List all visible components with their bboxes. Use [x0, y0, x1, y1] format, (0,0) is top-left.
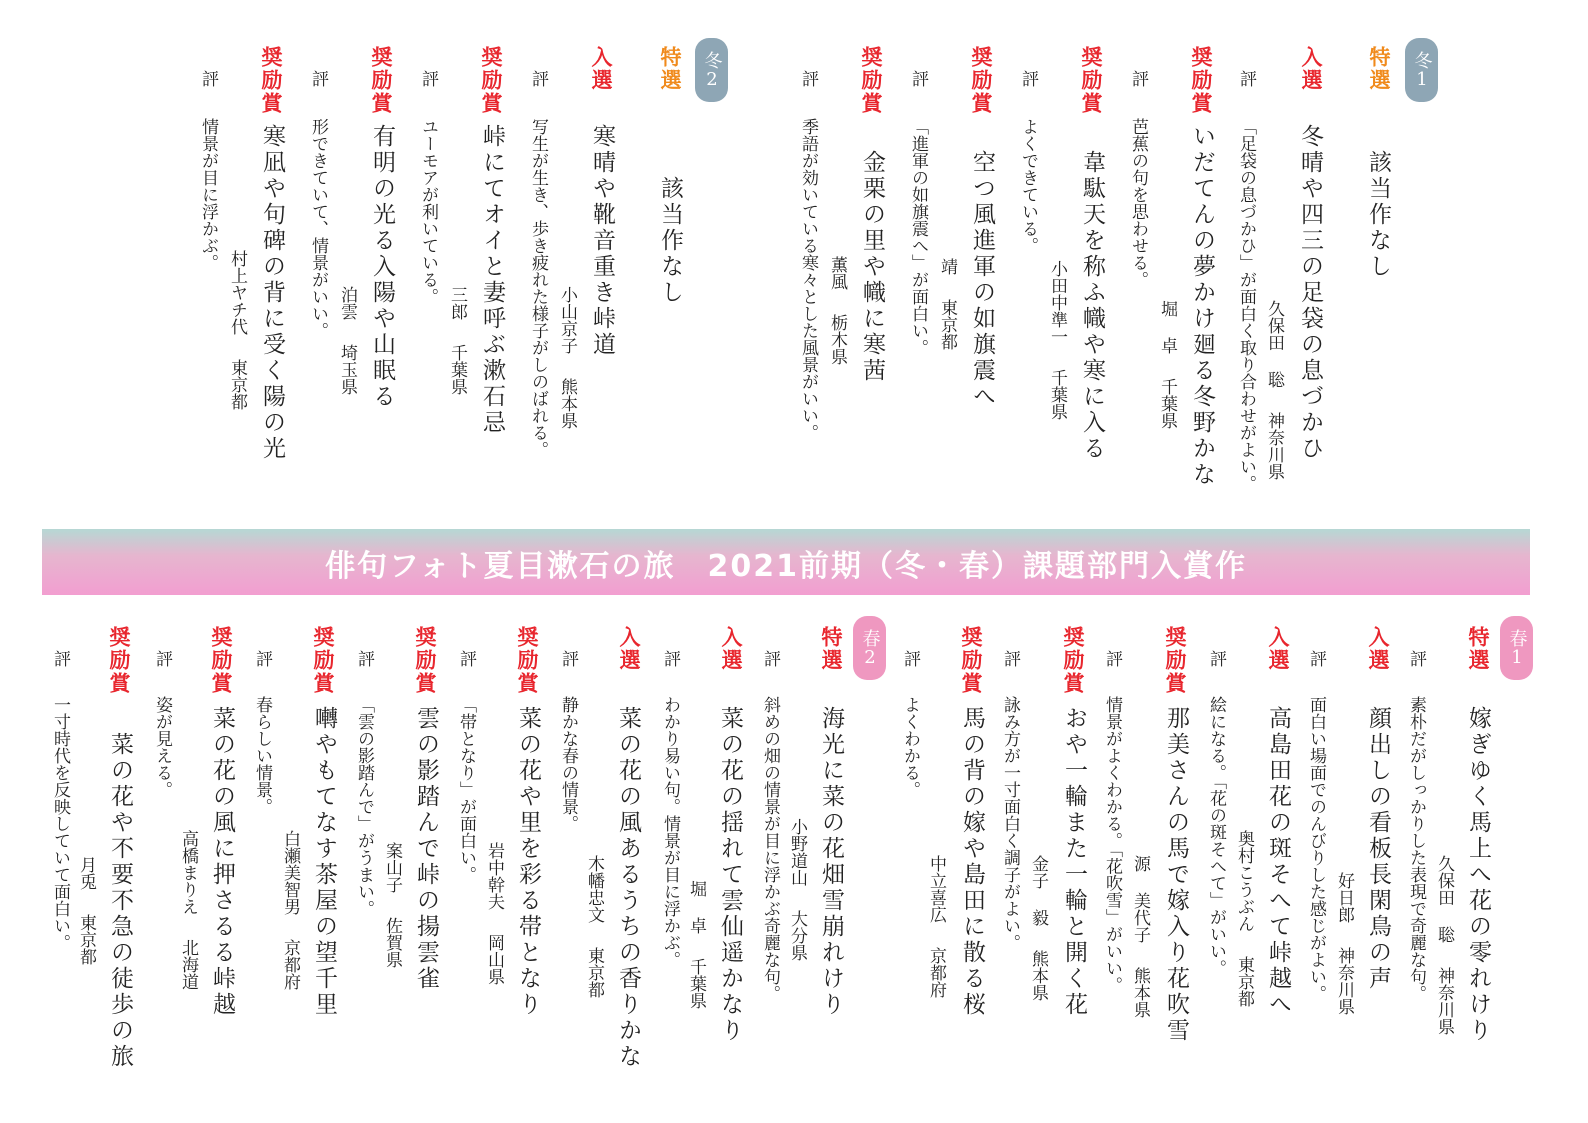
author-pref: 大分県 — [787, 910, 807, 961]
author — [1262, 300, 1287, 480]
comment: 情景が目に浮かぶ。 — [198, 118, 218, 271]
author — [1332, 872, 1357, 1015]
author-name: 薫風 — [827, 256, 847, 290]
label-shorei: 奨励賞 — [859, 46, 883, 115]
author — [684, 880, 709, 1009]
author — [1026, 855, 1051, 1001]
author-pref: 栃木県 — [827, 314, 847, 365]
comment: 「帯となり」が面白い。 — [456, 696, 476, 883]
hyo-mark: 評 — [1102, 650, 1122, 667]
comment: 春らしい情景。 — [252, 696, 272, 815]
author-pref: 千葉県 — [447, 344, 467, 395]
label-shorei: 奨励賞 — [259, 46, 283, 115]
label-shorei: 奨励賞 — [1163, 626, 1187, 695]
label-nyusen: 入選 — [1366, 626, 1390, 672]
haiku: 雲の影踏んで峠の揚雲雀 — [413, 706, 439, 992]
hyo-mark: 評 — [900, 650, 920, 667]
author-name: 堀 卓 — [1157, 300, 1177, 354]
hyo-mark: 評 — [1000, 650, 1020, 667]
label-shorei: 奨励賞 — [515, 626, 539, 695]
comment: 詠み方が一寸面白く調子がよい。 — [1000, 696, 1020, 951]
label-nyusen: 入選 — [589, 46, 613, 92]
author-name: 中立喜広 — [926, 855, 946, 923]
author — [482, 842, 507, 985]
season-badge-winter2: 冬2 — [695, 38, 728, 102]
comment: 情景がよくわかる。「花吹雪」がいい。 — [1102, 696, 1122, 994]
comment: 写生が生き、歩き疲れた様子がしのばれる。 — [528, 118, 548, 458]
author-pref: 熊本県 — [1028, 950, 1048, 1001]
haiku: 寒凪や句碑の背に受く陽の光 — [259, 124, 285, 462]
author — [935, 258, 960, 350]
hyo-mark: 評 — [152, 650, 172, 667]
hyo-mark: 評 — [760, 650, 780, 667]
author — [924, 855, 949, 998]
comment: 「足袋の息づかひ」が面白く取り合わせがよい。 — [1236, 118, 1256, 492]
hyo-mark: 評 — [558, 650, 578, 667]
title-banner — [42, 529, 1530, 595]
haiku: 韋駄天を称ふ幟や寒に入る — [1079, 150, 1105, 462]
haiku: おや一輪また一輪と開く花 — [1061, 706, 1087, 1018]
comment: 「進軍の如旗震へ」が面白い。 — [908, 118, 928, 356]
author-name: 高橋まりえ — [178, 830, 198, 915]
author-name: 泊雲 — [337, 286, 357, 320]
author — [582, 855, 607, 998]
haiku: 峠にてオイと妻呼ぶ漱石忌 — [479, 124, 505, 436]
author-name: 三郎 — [447, 286, 467, 320]
hyo-mark: 評 — [418, 70, 438, 87]
author-name: 奥村こうぶん — [1234, 830, 1254, 932]
haiku: 馬の背の嫁や島田に散る桜 — [959, 706, 985, 1018]
comment: わかり易い句。情景が目に浮かぶ。 — [660, 696, 680, 968]
hyo-mark: 評 — [1206, 650, 1226, 667]
author — [176, 830, 201, 990]
comment: 斜めの畑の情景が目に浮かぶ奇麗な句。 — [760, 696, 780, 1002]
label-nyusen: 入選 — [1299, 46, 1323, 92]
label-nyusen: 入選 — [617, 626, 641, 672]
author-name: 久保田 聡 — [1264, 300, 1284, 388]
author-pref: 千葉県 — [1047, 369, 1067, 420]
haiku: 寒晴や靴音重き峠道 — [589, 124, 615, 358]
author — [278, 830, 303, 990]
author — [555, 286, 580, 429]
author — [825, 256, 850, 365]
author-pref: 熊本県 — [1130, 967, 1150, 1018]
comment: よくできている。 — [1018, 118, 1038, 254]
author-name: 小田中準一 — [1047, 260, 1067, 345]
hyo-mark: 評 — [798, 70, 818, 87]
haiku: 顔出しの看板長閑鳥の声 — [1365, 706, 1391, 992]
haiku: 空つ風進軍の如旗震へ — [969, 150, 995, 410]
author-pref: 東京都 — [1234, 956, 1254, 1007]
haiku: 囀やもてなす茶屋の望千里 — [311, 706, 337, 1018]
haiku: 菜の花の風に押さるる峠越 — [209, 706, 235, 1018]
author-name: 金子 毅 — [1028, 855, 1048, 926]
author — [785, 818, 810, 961]
label-tokusen: 特選 — [1367, 46, 1391, 92]
hyo-mark: 評 — [1128, 70, 1148, 87]
author-pref: 千葉県 — [1157, 378, 1177, 429]
season-badge-spring2: 春2 — [853, 616, 886, 680]
author — [1045, 260, 1070, 420]
comment: 「雲の影踏んで」がうまい。 — [354, 696, 374, 917]
author-pref: 神奈川県 — [1264, 412, 1284, 480]
author-pref: 京都府 — [280, 939, 300, 990]
author-name: 源 美代子 — [1130, 855, 1150, 943]
hyo-mark: 評 — [660, 650, 680, 667]
haiku: 嫁ぎゆく馬上へ花の零れけり — [1465, 706, 1491, 1044]
author-pref: 東京都 — [76, 914, 96, 965]
comment: 絵になる。「花の斑そへて」がいい。 — [1206, 696, 1226, 977]
haiku: 菜の花や不要不急の徒歩の旅 — [107, 732, 133, 1070]
label-nyusen: 入選 — [1266, 626, 1290, 672]
author-name: 好日郎 — [1334, 872, 1354, 923]
label-shorei: 奨励賞 — [479, 46, 503, 115]
author-name: 木幡忠文 — [584, 855, 604, 923]
hyo-mark: 評 — [308, 70, 328, 87]
author-name: 靖 — [937, 258, 957, 275]
author — [1155, 300, 1180, 429]
haiku: 該当作なし — [1365, 150, 1391, 280]
haiku: 海光に菜の花畑雪崩れけり — [818, 706, 844, 1018]
haiku: 該当作なし — [657, 176, 683, 306]
comment: よくわかる。 — [900, 696, 920, 798]
haiku: 菜の花の揺れて雲仙遥かなり — [717, 706, 743, 1044]
label-tokusen: 特選 — [819, 626, 843, 672]
label-nyusen: 入選 — [719, 626, 743, 672]
author — [74, 856, 99, 965]
author-pref: 神奈川県 — [1434, 967, 1454, 1035]
author — [1432, 855, 1457, 1035]
comment: 形できていて、情景がいい。 — [308, 118, 328, 339]
author-pref: 北海道 — [178, 939, 198, 990]
author-name: 白瀬美智男 — [280, 830, 300, 915]
label-shorei: 奨励賞 — [413, 626, 437, 695]
haiku: 金栗の里や幟に寒茜 — [859, 150, 885, 384]
hyo-mark: 評 — [1306, 650, 1326, 667]
author-name: 小野道山 — [787, 818, 807, 886]
comment: 面白い場面でのんびりした感じがよい。 — [1306, 696, 1326, 1002]
author-name: 小山京子 — [557, 286, 577, 354]
label-shorei: 奨励賞 — [209, 626, 233, 695]
label-shorei: 奨励賞 — [1189, 46, 1213, 115]
author-name: 岩中幹夫 — [484, 842, 504, 910]
label-shorei: 奨励賞 — [1061, 626, 1085, 695]
comment: 季語が効いている寒々とした風景がいい。 — [798, 118, 818, 441]
author-name: 堀 卓 — [686, 880, 706, 934]
hyo-mark: 評 — [50, 650, 70, 667]
author — [445, 286, 470, 395]
hyo-mark: 評 — [1018, 70, 1038, 87]
comment: 一寸時代を反映していて面白い。 — [50, 696, 70, 951]
comment: 静かな春の情景。 — [558, 696, 578, 832]
author — [1128, 855, 1153, 1018]
author — [1232, 830, 1257, 1007]
author-name: 久保田 聡 — [1434, 855, 1454, 943]
haiku: 菜の花の風あるうちの香りかな — [615, 706, 641, 1070]
author-pref: 京都府 — [926, 947, 946, 998]
comment: 姿が見える。 — [152, 696, 172, 798]
label-shorei: 奨励賞 — [1079, 46, 1103, 115]
author-pref: 東京都 — [227, 359, 247, 410]
author — [225, 250, 250, 410]
comment: 芭蕉の句を思わせる。 — [1128, 118, 1148, 288]
hyo-mark: 評 — [528, 70, 548, 87]
comment: 素朴だがしっかりした表現で奇麗な句。 — [1406, 696, 1426, 1002]
author — [335, 286, 360, 395]
page-title: 俳句フォト夏目漱石の旅 2021前期（冬・春）課題部門入賞作 — [325, 549, 1247, 584]
author-pref: 東京都 — [937, 299, 957, 350]
hyo-mark: 評 — [252, 650, 272, 667]
author-pref: 岡山県 — [484, 934, 504, 985]
hyo-mark: 評 — [354, 650, 374, 667]
author-name: 村上ヤチ代 — [227, 250, 247, 335]
hyo-mark: 評 — [1236, 70, 1256, 87]
author-name: 案山子 — [382, 842, 402, 893]
haiku: いだてんの夢かけ廻る冬野かな — [1189, 124, 1215, 488]
label-shorei: 奨励賞 — [311, 626, 335, 695]
haiku: 高島田花の斑そへて峠越へ — [1265, 706, 1291, 1018]
author-pref: 埼玉県 — [337, 344, 357, 395]
label-tokusen: 特選 — [1466, 626, 1490, 672]
haiku: 冬晴や四三の足袋の息づかひ — [1297, 124, 1323, 462]
author-pref: 佐賀県 — [382, 917, 402, 968]
season-badge-spring1: 春1 — [1500, 616, 1533, 680]
author-pref: 熊本県 — [557, 378, 577, 429]
author-name: 月兎 — [76, 856, 96, 890]
hyo-mark: 評 — [908, 70, 928, 87]
haiku: 菜の花や里を彩る帯となり — [515, 706, 541, 1018]
hyo-mark: 評 — [198, 70, 218, 87]
label-shorei: 奨励賞 — [107, 626, 131, 695]
season-badge-winter1: 冬1 — [1405, 38, 1438, 102]
haiku: 那美さんの馬で嫁入り花吹雪 — [1163, 706, 1189, 1044]
label-shorei: 奨励賞 — [369, 46, 393, 115]
author-pref: 東京都 — [584, 947, 604, 998]
author — [380, 842, 405, 968]
hyo-mark: 評 — [1406, 650, 1426, 667]
author-pref: 千葉県 — [686, 958, 706, 1009]
label-tokusen: 特選 — [658, 46, 682, 92]
author-pref: 神奈川県 — [1334, 947, 1354, 1015]
comment: ユーモアが利いている。 — [418, 118, 438, 305]
label-shorei: 奨励賞 — [959, 626, 983, 695]
label-shorei: 奨励賞 — [969, 46, 993, 115]
hyo-mark: 評 — [456, 650, 476, 667]
haiku: 有明の光る入陽や山眠る — [369, 124, 395, 410]
